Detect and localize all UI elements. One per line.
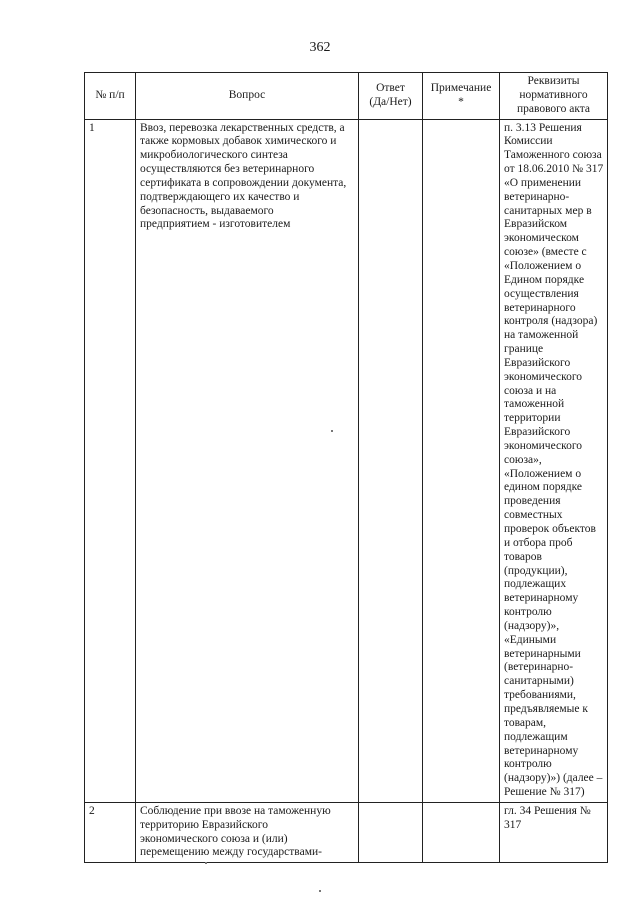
text-line: 317: [504, 818, 522, 831]
text-line: от 18.06.2010 № 317: [504, 163, 604, 176]
text-line: (надзору)»,: [504, 619, 560, 632]
text-line: экономическом: [504, 232, 579, 245]
text-line: санитарными): [504, 675, 574, 688]
text-line: Решение № 317): [504, 786, 585, 799]
row-answer: [359, 802, 423, 862]
text-line: Комиссии: [504, 135, 553, 148]
row-note: [423, 802, 500, 862]
text-line: экономического: [504, 370, 583, 383]
header-requisites: [500, 73, 608, 120]
scan-speck: [319, 890, 321, 892]
scan-speck: [205, 862, 207, 864]
page-number: 362: [309, 40, 331, 55]
row-question: [136, 119, 359, 802]
table-row: [85, 802, 608, 862]
text-line: Таможенного союза: [504, 149, 602, 162]
text-line: территорию Евразийского: [140, 818, 268, 831]
text-line: подлежащих: [504, 578, 567, 591]
text-line: ветеринарными: [504, 647, 581, 660]
checklist-table: [84, 72, 608, 863]
header-note: [423, 73, 500, 120]
text-line: проведения: [504, 495, 561, 508]
row-number: 1: [85, 119, 136, 802]
table-header-row: [85, 73, 608, 120]
text-line: Евразийского: [504, 426, 571, 439]
text-line: контроля (надзора): [504, 315, 598, 328]
text-line: ветеринарному: [504, 744, 579, 757]
text-line: союза»,: [504, 453, 542, 466]
text-line: подлежащим: [504, 730, 568, 743]
text-line: Соблюдение при ввозе на таможенную: [140, 804, 331, 817]
text-line: «Положением о: [504, 259, 582, 272]
header-note-line: Примечание: [430, 81, 492, 94]
row-requisites: [500, 119, 608, 802]
text-line: микробиологического синтеза: [140, 149, 288, 162]
text-line: «Положением о: [504, 467, 582, 480]
text-line: союза и на: [504, 384, 557, 397]
header-answer-line: Ответ: [376, 81, 405, 94]
text-line: подтверждающего их качество и: [140, 190, 300, 203]
text-line: на таможенной: [504, 329, 579, 342]
text-line: перемещению между государствами-: [140, 846, 322, 859]
text-line: и отбора проб: [504, 536, 573, 549]
text-line: «О применении: [504, 176, 582, 189]
scan-speck: [331, 430, 333, 432]
text-line: товарам,: [504, 716, 547, 729]
text-line: гл. 34 Решения №: [504, 804, 591, 817]
row-note: [423, 119, 500, 802]
text-line: «Едиными: [504, 633, 557, 646]
text-line: совместных: [504, 509, 563, 522]
text-line: предприятием - изготовителем: [140, 218, 291, 231]
header-requisites-line: Реквизиты: [527, 75, 580, 87]
text-line: проверок объектов: [504, 523, 596, 535]
text-line: контролю: [504, 758, 552, 771]
row-question: [136, 802, 359, 862]
text-line: Едином порядке: [504, 273, 585, 286]
text-line: п. 3.13 Решения: [504, 121, 582, 134]
text-line: союзе» (вместе с: [504, 246, 587, 259]
header-answer: [359, 73, 423, 120]
text-line: экономического союза и (или): [140, 832, 288, 845]
text-line: безопасность, выдаваемого: [140, 204, 274, 217]
text-line: Евразийского: [504, 356, 571, 369]
table-row: [85, 119, 608, 802]
text-line: Ввоз, перевозка лекарственных средств, а: [140, 121, 345, 134]
row-requisites: [500, 802, 608, 862]
header-requisites-line: правового акта: [516, 102, 591, 115]
text-line: Евразийском: [504, 218, 568, 231]
row-answer: [359, 119, 423, 802]
text-line: также кормовых добавок химического и: [140, 135, 337, 148]
text-line: таможенной: [504, 398, 565, 411]
text-line: ветеринарного: [504, 301, 576, 314]
text-line: границе: [504, 343, 544, 356]
header-note-line: *: [458, 95, 464, 108]
text-line: требованиями,: [504, 689, 576, 702]
text-line: территории: [504, 412, 561, 425]
text-line: предъявляемые к: [504, 702, 588, 715]
row-number: 2: [85, 802, 136, 862]
text-line: (ветеринарно-: [504, 661, 574, 674]
header-requisites-line: нормативного: [519, 88, 588, 101]
text-line: экономического: [504, 439, 583, 452]
text-line: товаров: [504, 550, 542, 563]
text-line: сертификата в сопровождении документа,: [140, 176, 347, 189]
text-line: осуществления: [504, 287, 579, 300]
text-line: едином порядке: [504, 481, 582, 494]
text-line: (продукции),: [504, 564, 568, 577]
text-line: осуществляются без ветеринарного: [140, 163, 315, 176]
header-answer-line: (Да/Нет): [369, 95, 412, 108]
text-line: контролю: [504, 606, 552, 619]
header-question: Вопрос: [136, 73, 359, 120]
text-line: ветеринарно-: [504, 190, 570, 203]
text-line: ветеринарному: [504, 592, 579, 605]
text-line: санитарных мер в: [504, 204, 592, 217]
header-number: № п/п: [85, 73, 136, 120]
text-line: (надзору)») (далее –: [504, 772, 603, 785]
